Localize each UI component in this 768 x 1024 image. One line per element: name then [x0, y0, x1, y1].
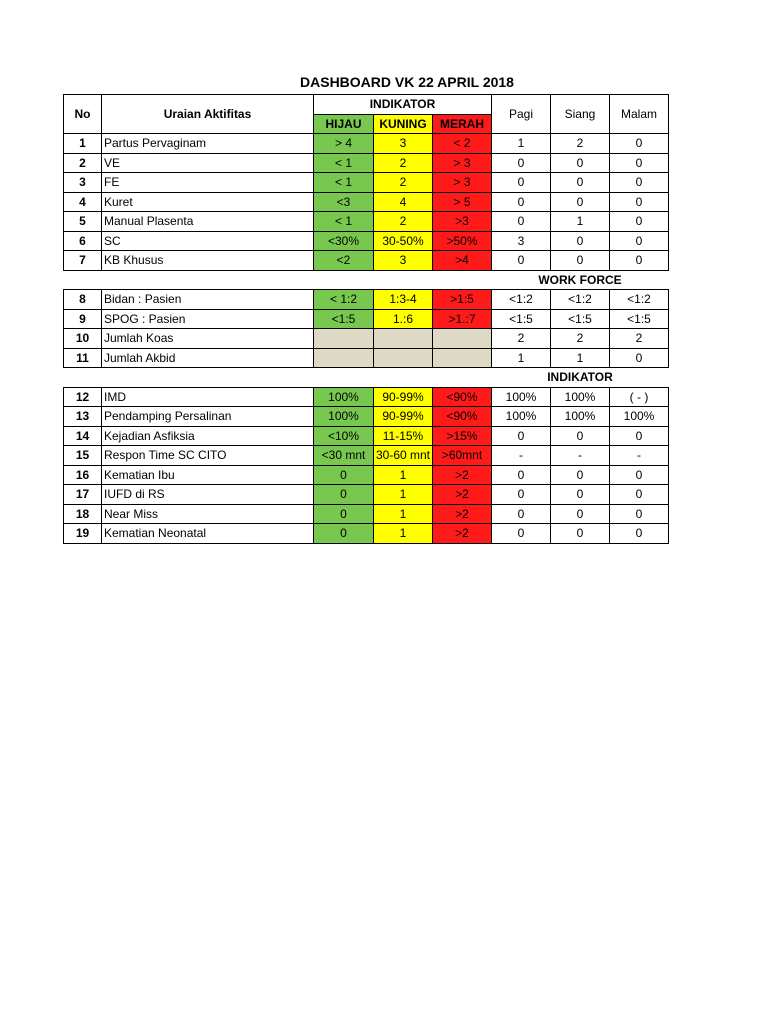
row-merah: > 3: [433, 173, 492, 193]
header-siang: Siang: [551, 95, 610, 134]
row-uraian: Kuret: [102, 192, 314, 212]
row-merah: >15%: [433, 426, 492, 446]
table-row: [64, 231, 669, 251]
row-hijau: <30%: [314, 231, 374, 251]
row-pagi: 0: [492, 524, 551, 544]
row-merah: >1:5: [433, 290, 492, 310]
row-uraian: SPOG : Pasien: [102, 309, 314, 329]
row-kuning: 2: [374, 212, 433, 232]
row-pagi: 0: [492, 426, 551, 446]
row-uraian: Jumlah Akbid: [102, 348, 314, 368]
row-number: 18: [64, 504, 102, 524]
row-uraian: Respon Time SC CITO: [102, 446, 314, 466]
row-kuning: [374, 348, 433, 368]
row-pagi: 0: [492, 212, 551, 232]
row-number: 9: [64, 309, 102, 329]
row-uraian: KB Khusus: [102, 251, 314, 271]
row-siang: 0: [551, 251, 610, 271]
row-uraian: Jumlah Koas: [102, 329, 314, 349]
row-hijau: < 1: [314, 212, 374, 232]
table-row: [64, 134, 669, 154]
row-merah: >2: [433, 504, 492, 524]
row-merah: [433, 329, 492, 349]
row-pagi: 0: [492, 504, 551, 524]
row-kuning: 1:3-4: [374, 290, 433, 310]
row-malam: 2: [610, 329, 669, 349]
row-malam: 0: [610, 465, 669, 485]
row-malam: ( - ): [610, 387, 669, 407]
row-uraian: Kejadian Asfiksia: [102, 426, 314, 446]
row-hijau: > 4: [314, 134, 374, 154]
row-uraian: Near Miss: [102, 504, 314, 524]
row-malam: <1:2: [610, 290, 669, 310]
row-merah: >2: [433, 524, 492, 544]
row-hijau: 0: [314, 465, 374, 485]
row-uraian: Partus Pervaginam: [102, 134, 314, 154]
row-kuning: 4: [374, 192, 433, 212]
row-merah: <90%: [433, 387, 492, 407]
row-pagi: 100%: [492, 407, 551, 427]
row-number: 14: [64, 426, 102, 446]
row-kuning: 90-99%: [374, 387, 433, 407]
row-hijau: 0: [314, 524, 374, 544]
table-row: [64, 153, 669, 173]
row-hijau: < 1: [314, 153, 374, 173]
row-number: 1: [64, 134, 102, 154]
row-hijau: <2: [314, 251, 374, 271]
row-hijau: [314, 329, 374, 349]
row-pagi: 0: [492, 251, 551, 271]
row-hijau: 0: [314, 485, 374, 505]
table-row: [64, 309, 669, 329]
row-kuning: 30-60 mnt: [374, 446, 433, 466]
table-row: [64, 251, 669, 271]
page-title: DASHBOARD VK 22 APRIL 2018: [300, 74, 514, 90]
row-hijau: <30 mnt: [314, 446, 374, 466]
row-number: 13: [64, 407, 102, 427]
table-row: [64, 407, 669, 427]
row-pagi: <1:5: [492, 309, 551, 329]
table-row: [64, 426, 669, 446]
row-uraian: Manual Plasenta: [102, 212, 314, 232]
row-malam: 0: [610, 231, 669, 251]
row-malam: 0: [610, 485, 669, 505]
row-merah: <90%: [433, 407, 492, 427]
header-kuning: KUNING: [374, 114, 433, 134]
table-row: [64, 173, 669, 193]
row-uraian: IMD: [102, 387, 314, 407]
header-indikator: INDIKATOR: [314, 95, 492, 115]
row-siang: <1:5: [551, 309, 610, 329]
table-row: [64, 524, 669, 544]
row-uraian: Pendamping Persalinan: [102, 407, 314, 427]
header-hijau: HIJAU: [314, 114, 374, 134]
row-number: 11: [64, 348, 102, 368]
table-row: [64, 465, 669, 485]
row-number: 2: [64, 153, 102, 173]
table-row: [64, 212, 669, 232]
section-label-row: [64, 368, 669, 388]
row-number: 15: [64, 446, 102, 466]
row-hijau: <1:5: [314, 309, 374, 329]
row-pagi: 2: [492, 329, 551, 349]
row-siang: -: [551, 446, 610, 466]
row-hijau: <10%: [314, 426, 374, 446]
table-row: [64, 485, 669, 505]
row-siang: <1:2: [551, 290, 610, 310]
row-siang: 2: [551, 134, 610, 154]
row-hijau: < 1: [314, 173, 374, 193]
row-malam: 100%: [610, 407, 669, 427]
row-hijau: < 1:2: [314, 290, 374, 310]
row-uraian: Kematian Ibu: [102, 465, 314, 485]
row-merah: >2: [433, 485, 492, 505]
row-kuning: 2: [374, 173, 433, 193]
row-pagi: 100%: [492, 387, 551, 407]
row-pagi: 0: [492, 192, 551, 212]
row-kuning: 1.:6: [374, 309, 433, 329]
row-malam: 0: [610, 251, 669, 271]
row-number: 5: [64, 212, 102, 232]
row-number: 17: [64, 485, 102, 505]
row-uraian: IUFD di RS: [102, 485, 314, 505]
table-row: [64, 290, 669, 310]
row-kuning: 2: [374, 153, 433, 173]
row-merah: >4: [433, 251, 492, 271]
row-siang: 0: [551, 173, 610, 193]
row-siang: 100%: [551, 387, 610, 407]
section-label: INDIKATOR: [547, 370, 613, 385]
row-siang: 0: [551, 153, 610, 173]
row-pagi: 3: [492, 231, 551, 251]
section-label-spacer: [64, 270, 492, 290]
table-row: [64, 329, 669, 349]
section-label: WORK FORCE: [538, 272, 622, 287]
row-malam: 0: [610, 348, 669, 368]
row-pagi: -: [492, 446, 551, 466]
row-number: 7: [64, 251, 102, 271]
row-number: 16: [64, 465, 102, 485]
row-kuning: 90-99%: [374, 407, 433, 427]
row-kuning: 1: [374, 504, 433, 524]
row-malam: 0: [610, 524, 669, 544]
row-kuning: 11-15%: [374, 426, 433, 446]
row-merah: > 3: [433, 153, 492, 173]
row-uraian: SC: [102, 231, 314, 251]
row-siang: 0: [551, 465, 610, 485]
row-kuning: 3: [374, 251, 433, 271]
row-kuning: 30-50%: [374, 231, 433, 251]
row-pagi: 0: [492, 465, 551, 485]
section-label-spacer: [64, 368, 492, 388]
table-row: [64, 192, 669, 212]
row-siang: 0: [551, 426, 610, 446]
row-siang: 2: [551, 329, 610, 349]
row-merah: >50%: [433, 231, 492, 251]
row-hijau: 0: [314, 504, 374, 524]
row-merah: >60mnt: [433, 446, 492, 466]
row-number: 10: [64, 329, 102, 349]
header-no: No: [64, 95, 102, 134]
row-number: 12: [64, 387, 102, 407]
row-hijau: [314, 348, 374, 368]
row-uraian: VE: [102, 153, 314, 173]
row-kuning: 3: [374, 134, 433, 154]
row-merah: [433, 348, 492, 368]
header-pagi: Pagi: [492, 95, 551, 134]
row-pagi: 0: [492, 153, 551, 173]
row-siang: 0: [551, 485, 610, 505]
row-uraian: Kematian Neonatal: [102, 524, 314, 544]
row-malam: 0: [610, 153, 669, 173]
row-kuning: 1: [374, 465, 433, 485]
row-number: 3: [64, 173, 102, 193]
row-number: 19: [64, 524, 102, 544]
row-pagi: 1: [492, 134, 551, 154]
row-uraian: FE: [102, 173, 314, 193]
row-malam: 0: [610, 134, 669, 154]
row-kuning: 1: [374, 485, 433, 505]
row-hijau: 100%: [314, 387, 374, 407]
header-malam: Malam: [610, 95, 669, 134]
row-malam: <1:5: [610, 309, 669, 329]
row-siang: 1: [551, 348, 610, 368]
row-number: 6: [64, 231, 102, 251]
row-hijau: 100%: [314, 407, 374, 427]
row-siang: 0: [551, 524, 610, 544]
row-siang: 0: [551, 504, 610, 524]
row-malam: 0: [610, 212, 669, 232]
row-pagi: 1: [492, 348, 551, 368]
row-malam: 0: [610, 192, 669, 212]
row-malam: -: [610, 446, 669, 466]
row-malam: 0: [610, 426, 669, 446]
row-merah: < 2: [433, 134, 492, 154]
header-uraian: Uraian Aktifitas: [102, 95, 314, 134]
row-malam: 0: [610, 504, 669, 524]
row-pagi: <1:2: [492, 290, 551, 310]
row-siang: 0: [551, 192, 610, 212]
row-malam: 0: [610, 173, 669, 193]
dashboard-table: [63, 94, 669, 544]
table-row: [64, 504, 669, 524]
table-row: [64, 387, 669, 407]
row-hijau: <3: [314, 192, 374, 212]
dashboard-table-body: [64, 95, 669, 544]
row-pagi: 0: [492, 485, 551, 505]
section-label-row: [64, 270, 669, 290]
row-number: 4: [64, 192, 102, 212]
row-pagi: 0: [492, 173, 551, 193]
row-number: 8: [64, 290, 102, 310]
header-row: [64, 95, 669, 115]
row-merah: >1.:7: [433, 309, 492, 329]
row-merah: >3: [433, 212, 492, 232]
header-merah: MERAH: [433, 114, 492, 134]
row-kuning: [374, 329, 433, 349]
table-row: [64, 348, 669, 368]
table-row: [64, 446, 669, 466]
row-siang: 1: [551, 212, 610, 232]
row-siang: 100%: [551, 407, 610, 427]
row-uraian: Bidan : Pasien: [102, 290, 314, 310]
row-merah: >2: [433, 465, 492, 485]
row-siang: 0: [551, 231, 610, 251]
row-merah: > 5: [433, 192, 492, 212]
row-kuning: 1: [374, 524, 433, 544]
